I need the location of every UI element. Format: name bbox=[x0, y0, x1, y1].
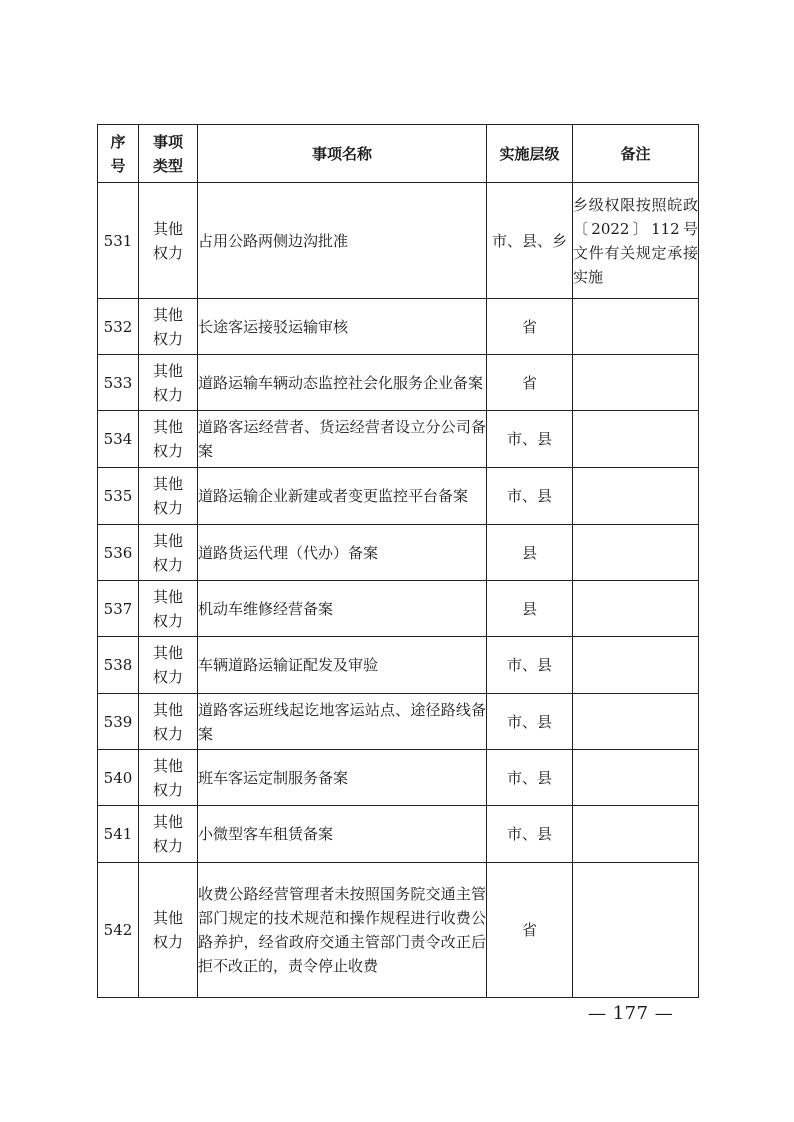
header-level: 实施层级 bbox=[487, 125, 573, 183]
cell-type-line: 其他 bbox=[152, 644, 183, 662]
cell-type bbox=[139, 806, 198, 863]
cell-name: 收费公路经营管理者未按照国务院交通主管部门规定的技术规范和操作规程进行收费公路养护，经省政府交通主管部门责令改正后拒不改正的，责令停止收费 bbox=[198, 863, 487, 998]
cell-no: 542 bbox=[98, 863, 139, 998]
cell-type bbox=[139, 750, 198, 806]
table-row bbox=[98, 863, 699, 998]
cell-name: 道路货运代理（代办）备案 bbox=[198, 525, 487, 581]
cell-note bbox=[573, 411, 699, 468]
cell-type-line: 权力 bbox=[152, 611, 183, 630]
cell-type-line: 其他 bbox=[152, 813, 183, 831]
cell-no: 534 bbox=[98, 411, 139, 468]
header-no-line2: 号 bbox=[110, 156, 126, 175]
cell-name: 占用公路两侧边沟批准 bbox=[198, 183, 487, 299]
cell-note bbox=[573, 863, 699, 998]
cell-note bbox=[573, 355, 699, 411]
cell-type-line: 权力 bbox=[152, 780, 183, 799]
cell-name: 道路客运班线起讫地客运站点、途径路线备案 bbox=[198, 694, 487, 750]
cell-name: 道路客运经营者、货运经营者设立分公司备案 bbox=[198, 411, 487, 468]
table-row bbox=[98, 355, 699, 411]
cell-level: 省 bbox=[487, 299, 573, 355]
cell-no: 538 bbox=[98, 637, 139, 694]
cell-type-line: 权力 bbox=[152, 499, 183, 517]
cell-no: 541 bbox=[98, 806, 139, 863]
table-row bbox=[98, 183, 699, 299]
cell-type-line: 其他 bbox=[152, 909, 183, 927]
cell-name: 车辆道路运输证配发及审验 bbox=[198, 637, 487, 694]
cell-name: 班车客运定制服务备案 bbox=[198, 750, 487, 806]
cell-level: 市、县 bbox=[487, 806, 573, 863]
table-header-row bbox=[98, 125, 699, 183]
table-row bbox=[98, 694, 699, 750]
cell-type bbox=[139, 183, 198, 299]
cell-note bbox=[573, 694, 699, 750]
cell-note bbox=[573, 750, 699, 806]
cell-type bbox=[139, 525, 198, 581]
cell-name: 小微型客车租赁备案 bbox=[198, 806, 487, 863]
cell-note bbox=[573, 806, 699, 863]
header-no-line1: 序 bbox=[110, 132, 126, 151]
cell-name: 道路运输企业新建或者变更监控平台备案 bbox=[198, 468, 487, 525]
cell-level: 市、县、乡 bbox=[487, 183, 573, 299]
table-row bbox=[98, 411, 699, 468]
cell-level: 市、县 bbox=[487, 411, 573, 468]
cell-type-line: 权力 bbox=[152, 724, 183, 743]
cell-level: 市、县 bbox=[487, 694, 573, 750]
cell-type-line: 权力 bbox=[152, 668, 183, 686]
cell-level: 县 bbox=[487, 525, 573, 581]
cell-type-line: 其他 bbox=[152, 475, 183, 493]
cell-type bbox=[139, 355, 198, 411]
cell-type-line: 权力 bbox=[152, 555, 183, 574]
header-name: 事项名称 bbox=[198, 125, 487, 183]
cell-type-line: 其他 bbox=[152, 305, 183, 324]
cell-level: 省 bbox=[487, 355, 573, 411]
page-number: — 177 — bbox=[588, 1003, 674, 1024]
table-row bbox=[98, 637, 699, 694]
cell-level: 市、县 bbox=[487, 750, 573, 806]
cell-type-line: 权力 bbox=[152, 837, 183, 855]
cell-type-line: 其他 bbox=[152, 418, 183, 436]
table-row bbox=[98, 581, 699, 637]
cell-note bbox=[573, 637, 699, 694]
table-row bbox=[98, 525, 699, 581]
cell-type-line: 权力 bbox=[152, 243, 183, 262]
cell-no: 531 bbox=[98, 183, 139, 299]
cell-no: 537 bbox=[98, 581, 139, 637]
cell-type bbox=[139, 468, 198, 525]
header-note: 备注 bbox=[573, 125, 699, 183]
header-type-line1: 事项 bbox=[152, 132, 183, 151]
cell-type-line: 权力 bbox=[152, 442, 183, 460]
cell-type bbox=[139, 863, 198, 998]
cell-level: 省 bbox=[487, 863, 573, 998]
cell-name: 机动车维修经营备案 bbox=[198, 581, 487, 637]
table-row bbox=[98, 299, 699, 355]
cell-note: 乡级权限按照皖政〔2022〕112号文件有关规定承接实施 bbox=[573, 183, 699, 299]
header-no bbox=[98, 125, 139, 183]
cell-no: 535 bbox=[98, 468, 139, 525]
cell-level: 市、县 bbox=[487, 637, 573, 694]
cell-level: 市、县 bbox=[487, 468, 573, 525]
cell-type-line: 其他 bbox=[152, 219, 183, 238]
cell-type bbox=[139, 637, 198, 694]
cell-no: 540 bbox=[98, 750, 139, 806]
cell-no: 533 bbox=[98, 355, 139, 411]
cell-level: 县 bbox=[487, 581, 573, 637]
cell-type-line: 其他 bbox=[152, 756, 183, 775]
cell-name: 长途客运接驳运输审核 bbox=[198, 299, 487, 355]
header-type bbox=[139, 125, 198, 183]
cell-type-line: 其他 bbox=[152, 361, 183, 380]
cell-name: 道路运输车辆动态监控社会化服务企业备案 bbox=[198, 355, 487, 411]
cell-note bbox=[573, 468, 699, 525]
cell-type bbox=[139, 581, 198, 637]
cell-type-line: 权力 bbox=[152, 329, 183, 348]
cell-note bbox=[573, 581, 699, 637]
cell-type-line: 权力 bbox=[152, 933, 183, 951]
header-type-line2: 类型 bbox=[152, 156, 183, 175]
cell-type-line: 其他 bbox=[152, 700, 183, 719]
cell-note bbox=[573, 525, 699, 581]
cell-type bbox=[139, 411, 198, 468]
cell-type bbox=[139, 299, 198, 355]
cell-no: 539 bbox=[98, 694, 139, 750]
cell-note bbox=[573, 299, 699, 355]
cell-no: 532 bbox=[98, 299, 139, 355]
cell-type bbox=[139, 694, 198, 750]
cell-no: 536 bbox=[98, 525, 139, 581]
table-row bbox=[98, 806, 699, 863]
table-row bbox=[98, 468, 699, 525]
items-table bbox=[97, 124, 699, 998]
cell-type-line: 其他 bbox=[152, 587, 183, 606]
table-row bbox=[98, 750, 699, 806]
cell-type-line: 其他 bbox=[152, 531, 183, 550]
cell-type-line: 权力 bbox=[152, 385, 183, 404]
